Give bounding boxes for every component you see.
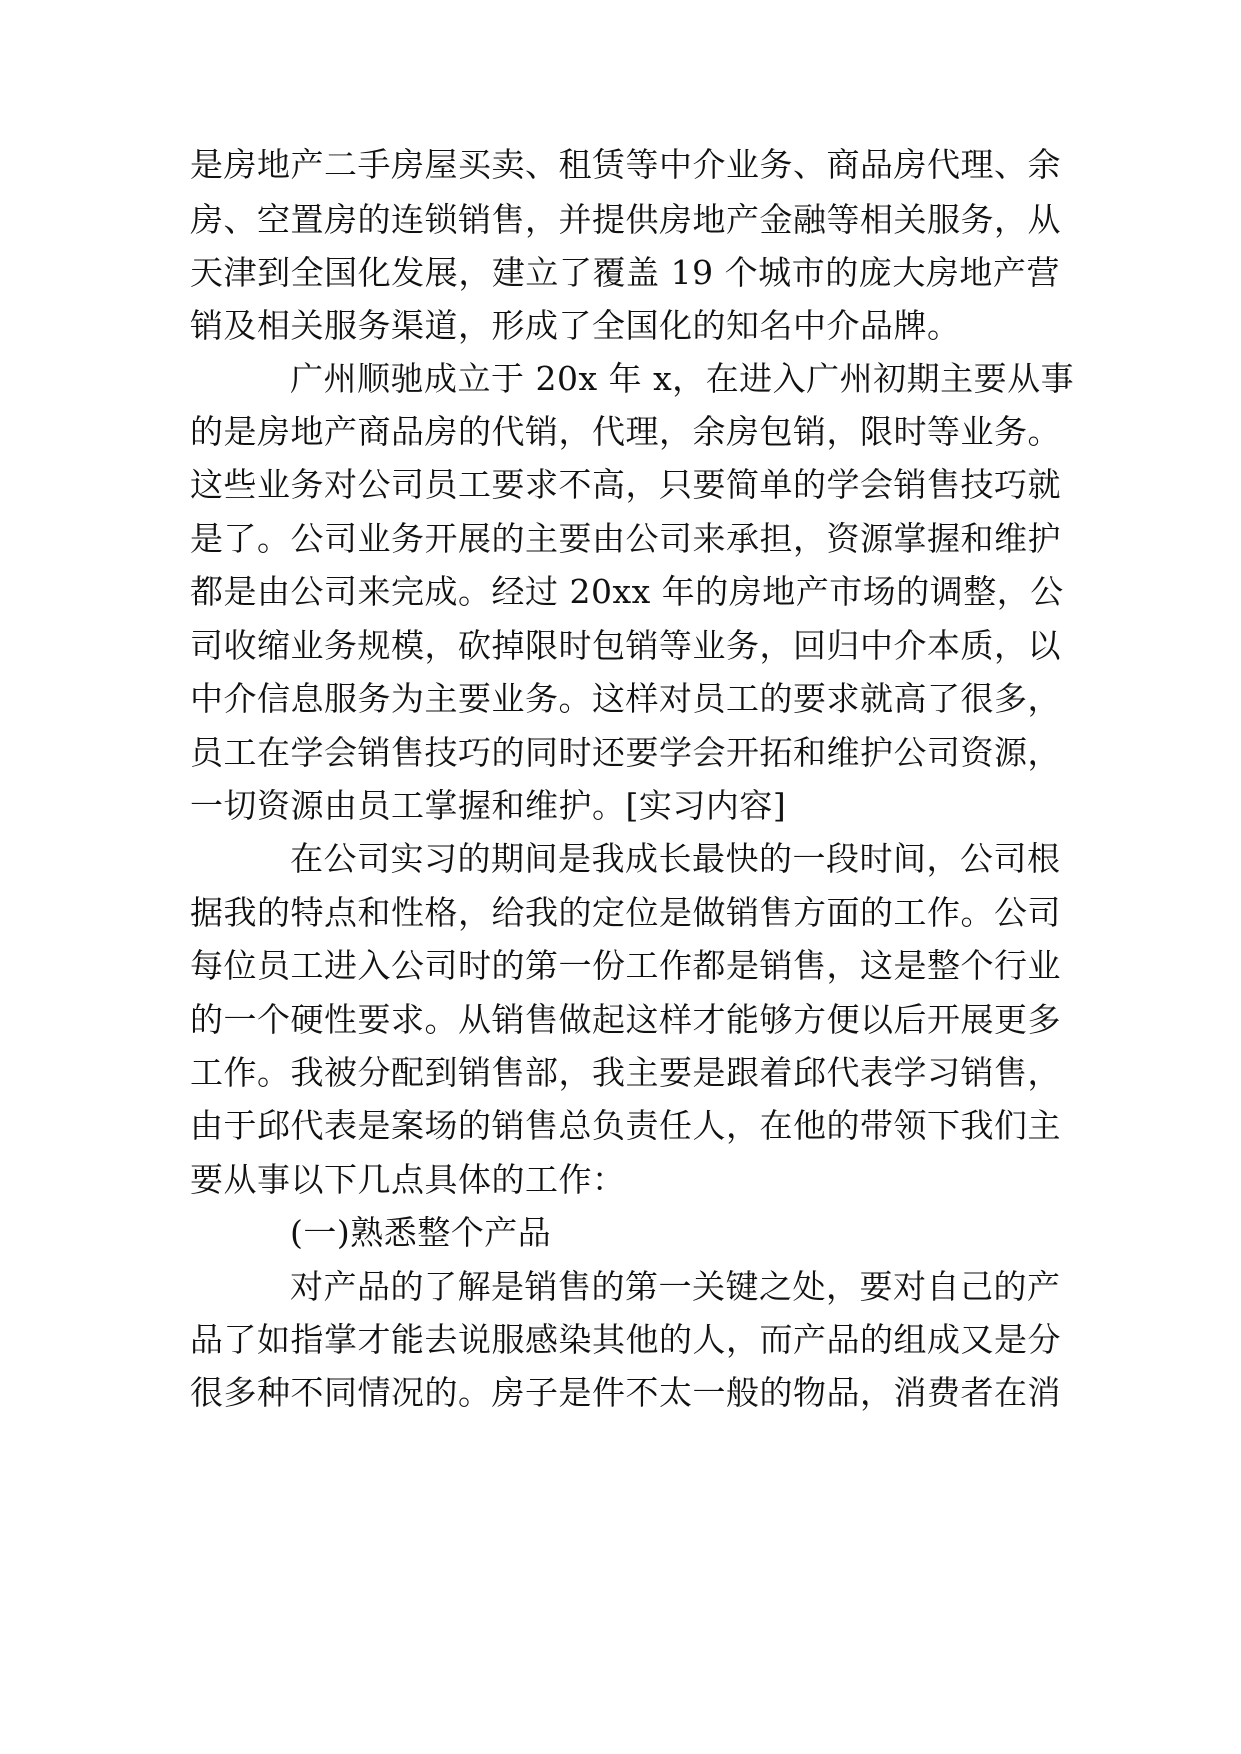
text-line: 是房地产二手房屋买卖、租赁等中介业务、商品房代理、余 bbox=[190, 145, 1061, 184]
text-line: 对产品的了解是销售的第一关键之处，要对自己的产 bbox=[290, 1267, 1061, 1306]
text-line: 是了。公司业务开展的主要由公司来承担，资源掌握和维护 bbox=[190, 519, 1061, 558]
text-line: 员工在学会销售技巧的同时还要学会开拓和维护公司资源， bbox=[190, 733, 1061, 772]
text-line: 品了如指掌才能去说服感染其他的人，而产品的组成又是分 bbox=[190, 1320, 1061, 1359]
text-line: 这些业务对公司员工要求不高，只要简单的学会销售技巧就 bbox=[190, 465, 1061, 504]
text-line: 在公司实习的期间是我成长最快的一段时间，公司根 bbox=[290, 839, 1061, 878]
text-line: 工作。我被分配到销售部，我主要是跟着邱代表学习销售， bbox=[190, 1053, 1061, 1092]
text-line: 房、空置房的连锁销售，并提供房地产金融等相关服务，从 bbox=[190, 200, 1061, 239]
text-line: 天津到全国化发展，建立了覆盖 19 个城市的庞大房地产营 bbox=[190, 253, 1060, 292]
text-line: 很多种不同情况的。房子是件不太一般的物品，消费者在消 bbox=[190, 1373, 1061, 1412]
text-line: 每位员工进入公司时的第一份工作都是销售，这是整个行业 bbox=[190, 946, 1061, 985]
section-heading: (一)熟悉整个产品 bbox=[290, 1213, 552, 1252]
text-line: 广州顺驰成立于 20x 年 x，在进入广州初期主要从事 bbox=[290, 359, 1075, 398]
text-line: 中介信息服务为主要业务。这样对员工的要求就高了很多， bbox=[190, 679, 1061, 718]
text-line: 据我的特点和性格，给我的定位是做销售方面的工作。公司 bbox=[190, 893, 1061, 932]
text-line: 司收缩业务规模，砍掉限时包销等业务，回归中介本质，以 bbox=[190, 626, 1061, 665]
text-line: 的是房地产商品房的代销，代理，余房包销，限时等业务。 bbox=[190, 412, 1061, 451]
text-line: 由于邱代表是案场的销售总负责任人，在他的带领下我们主 bbox=[190, 1106, 1061, 1145]
text-line: 一切资源由员工掌握和维护。[实习内容] bbox=[190, 786, 787, 825]
text-line: 要从事以下几点具体的工作： bbox=[190, 1160, 626, 1199]
text-line: 销及相关服务渠道，形成了全国化的知名中介品牌。 bbox=[190, 306, 961, 345]
text-line: 都是由公司来完成。经过 20xx 年的房地产市场的调整，公 bbox=[190, 572, 1064, 611]
text-line: 的一个硬性要求。从销售做起这样才能够方便以后开展更多 bbox=[190, 1000, 1061, 1039]
